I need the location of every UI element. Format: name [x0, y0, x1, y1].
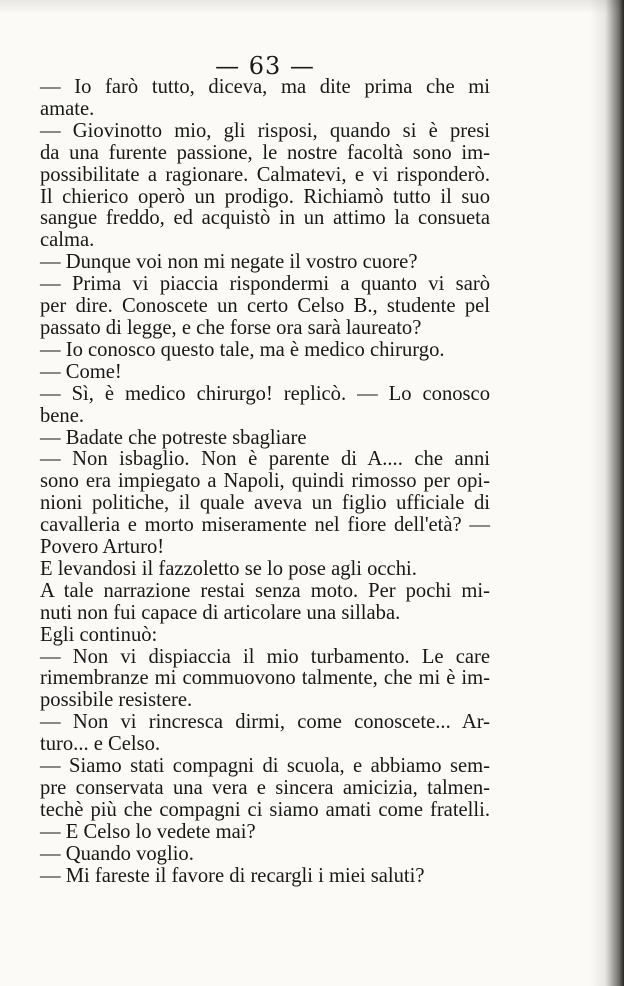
text-line: techè più che compagni ci siamo amati come fratelli.: [40, 798, 490, 821]
text-line: nioni politiche, il quale aveva un figlio ufficiale di: [40, 492, 490, 515]
text-line: amate.: [40, 97, 95, 120]
text-line: — Non vi rincresca dirmi, come conoscete... Ar-: [40, 711, 490, 734]
text-line: — Prima vi piaccia rispondermi a quanto vi sarò: [40, 273, 490, 296]
text-line: E levandosi il fazzoletto se lo pose agli occhi.: [40, 557, 417, 580]
page-top-edge: [0, 0, 624, 14]
text-line: Il chierico operò un prodigo. Richiamò tutto il suo: [40, 185, 490, 208]
text-line: — Non vi dispiaccia il mio turbamento. Le care: [40, 645, 490, 668]
text-line: — Io conosco questo tale, ma è medico chirurgo.: [40, 338, 445, 361]
text-line: Egli continuò:: [40, 623, 158, 646]
text-line: bene.: [40, 404, 85, 427]
text-line: possibilitate a ragionare. Calmatevi, e vi risponderò.: [40, 163, 490, 186]
text-line: pre conservata una vera e sincera amicizia, talmen-: [40, 777, 490, 799]
text-line: — E Celso lo vedete mai?: [40, 820, 256, 843]
text-line: calma.: [40, 229, 95, 252]
text-line: — Sì, è medico chirurgo! replicò. — Lo conosco: [40, 382, 490, 405]
text-line: Povero Arturo!: [40, 536, 165, 559]
page-number: — 63 —: [215, 52, 315, 80]
text-line: possibile resistere.: [40, 689, 193, 712]
text-line: — Siamo stati compagni di scuola, e abbiamo sem-: [40, 755, 490, 778]
text-line: per dire. Conoscete un certo Celso B., studente pel: [40, 295, 490, 318]
text-line: sono era impiegato a Napoli, quindi rimosso per opi-: [40, 470, 490, 493]
text-line: — Quando voglio.: [40, 842, 194, 865]
binding-shadow: [590, 0, 624, 986]
text-line: — Io farò tutto, diceva, ma dite prima che mi: [40, 76, 490, 98]
text-line: turo... e Celso.: [40, 733, 161, 756]
text-line: — Come!: [40, 360, 122, 383]
text-line: — Dunque voi non mi negate il vostro cuore?: [40, 251, 418, 274]
text-line: cavalleria e morto miseramente nel fiore dell'età? —: [40, 514, 490, 537]
text-line: — Mi fareste il favore di recargli i miei saluti?: [40, 864, 425, 887]
text-line: — Giovinotto mio, gli risposi, quando si è presi: [40, 119, 490, 142]
text-line: — Badate che potreste sbagliare: [40, 426, 307, 449]
text-line: sangue freddo, ed acquistò in un attimo la consueta: [40, 207, 490, 230]
body-text: [40, 77, 490, 888]
text-line: A tale narrazione restai senza moto. Per pochi mi-: [40, 579, 490, 602]
text-line: nuti non fui capace di articolare una sillaba.: [40, 601, 401, 624]
text-line: da una furente passione, le nostre facoltà sono im-: [40, 141, 490, 164]
text-line: — Non isbaglio. Non è parente di A.... che anni: [40, 448, 490, 471]
text-line: passato di legge, e che forse ora sarà laureato?: [40, 316, 422, 339]
text-line: rimembranze mi commuovono talmente, che mi è im-: [40, 667, 490, 690]
